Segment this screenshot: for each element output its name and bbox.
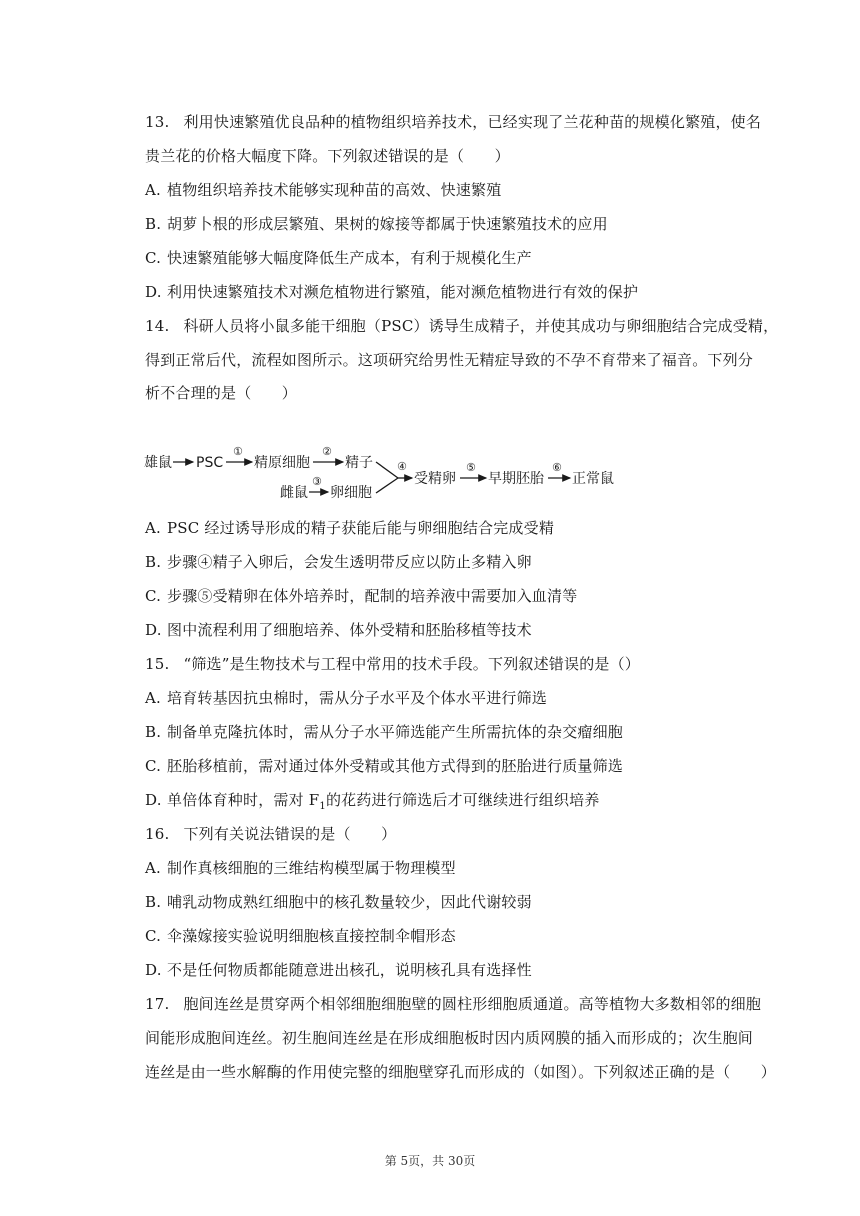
q13-number: 13.: [145, 113, 170, 131]
q17-stem-line2: 间能形成胞间连丝。初生胞间连丝是在形成细胞板时因内质网膜的插入而形成的；次生胞间: [145, 1029, 754, 1047]
q16-number: 16.: [145, 825, 170, 843]
q13-option-d: D. 利用快速繁殖技术对濒危植物进行繁殖，能对濒危植物进行有效的保护: [145, 283, 639, 301]
q14-number: 14.: [145, 317, 170, 335]
q15-option-a: A. 培育转基因抗虫棉时，需从分子水平及个体水平进行筛选: [145, 689, 548, 707]
q17-number: 17.: [145, 995, 170, 1013]
q17-stem-line1: 17. 胞间连丝是贯穿两个相邻细胞细胞壁的圆柱形细胞质通道。高等植物大多数相邻的细胞: [145, 995, 762, 1013]
step6-marker: ⑥: [552, 461, 562, 474]
male-mouse-label: 雄鼠: [144, 455, 172, 471]
sperm-label: 精子: [345, 455, 373, 471]
q16-option-c: C. 伞藻嫁接实验说明细胞核直接控制伞帽形态: [145, 927, 456, 945]
egg-label: 卵细胞: [330, 485, 372, 501]
q13-stem-line1: 13. 利用快速繁殖优良品种的植物组织培养技术，已经实现了兰花种苗的规模化繁殖，使名: [145, 113, 762, 131]
q13-stem-line2: 贵兰花的价格大幅度下降。下列叙述错误的是（ ）: [145, 147, 510, 165]
q14-stem-line1: 14. 科研人员将小鼠多能干细胞（PSC）诱导生成精子，并使其成功与卵细胞结合完成受精，: [145, 317, 779, 335]
step5-marker: ⑤: [466, 461, 476, 474]
step1-marker: ①: [233, 445, 243, 458]
q14-stem-line2: 得到正常后代，流程如图所示。这项研究给男性无精症导致的不孕不育带来了福音。下列分: [145, 351, 754, 369]
q16-option-b: B. 哺乳动物成熟红细胞中的核孔数量较少，因此代谢较弱: [145, 893, 532, 911]
q14-stem-line3: 析不合理的是（ ）: [145, 384, 298, 402]
q13-option-a: A. 植物组织培养技术能够实现种苗的高效、快速繁殖: [145, 181, 502, 199]
q15-option-c: C. 胚胎移植前，需对通过体外受精或其他方式得到的胚胎进行质量筛选: [145, 757, 624, 775]
q13-option-c: C. 快速繁殖能够大幅度降低生产成本，有利于规模化生产: [145, 249, 532, 267]
page-footer: 第 5页，共 30页: [384, 1154, 476, 1168]
q13-option-b: B. 胡萝卜根的形成层繁殖、果树的嫁接等都属于快速繁殖技术的应用: [145, 215, 608, 233]
spermatogonia-label: 精原细胞: [254, 455, 310, 471]
psc-label: PSC: [196, 455, 224, 471]
q16-option-d: D. 不是任何物质都能随意进出核孔，说明核孔具有选择性: [145, 961, 532, 979]
step4-marker: ④: [397, 460, 407, 473]
q16-stem-line1: 16. 下列有关说法错误的是（ ）: [145, 825, 397, 843]
female-mouse-label: 雌鼠: [280, 485, 308, 501]
reproduction-flow-diagram: [140, 440, 620, 510]
merge-line-bottom: [376, 478, 398, 493]
q17-stem-line3: 连丝是由一些水解酶的作用使完整的细胞壁穿孔而形成的（如图）。下列叙述正确的是（ ）: [145, 1063, 776, 1081]
q14-option-d: D. 图中流程利用了细胞培养、体外受精和胚胎移植等技术: [145, 621, 532, 639]
q16-option-a: A. 制作真核细胞的三维结构模型属于物理模型: [145, 859, 456, 877]
merge-line-top: [376, 462, 398, 478]
normal-mouse-label: 正常鼠: [572, 471, 614, 487]
q15-stem-line1: 15. “筛选”是生物技术与工程中常用的技术手段。下列叙述错误的是（）: [145, 655, 641, 673]
q15-option-d: D. 单倍体育种时，需对 $F_1$的花药进行筛选后才可继续进行组织培养: [145, 791, 600, 812]
step3-marker: ③: [312, 475, 322, 488]
q14-option-b: B. 步骤④精子入卵后，会发生透明带反应以防止多精入卵: [145, 553, 532, 571]
q15-number: 15.: [145, 655, 170, 673]
q15-option-b: B. 制备单克隆抗体时，需从分子水平筛选能产生所需抗体的杂交瘤细胞: [145, 723, 624, 741]
step2-marker: ②: [322, 445, 332, 458]
q14-option-c: C. 步骤⑤受精卵在体外培养时，配制的培养液中需要加入血清等: [145, 587, 578, 605]
q14-option-a: A. PSC 经过诱导形成的精子获能后能与卵细胞结合完成受精: [145, 519, 555, 537]
early-embryo-label: 早期胚胎: [488, 471, 544, 487]
zygote-label: 受精卵: [414, 471, 456, 487]
